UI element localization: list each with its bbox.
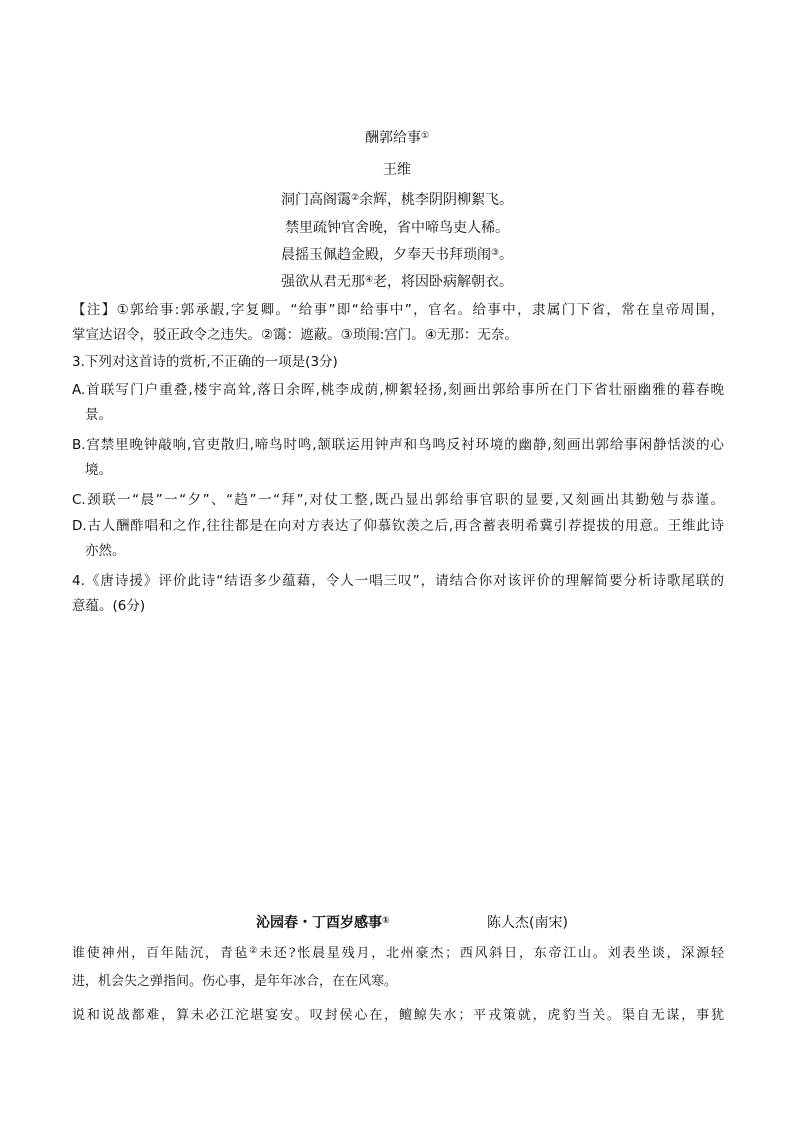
footnote-marker: ② bbox=[249, 946, 260, 956]
footnote-marker: ③ bbox=[490, 248, 500, 258]
poem-line bbox=[0, 218, 794, 238]
option-d bbox=[72, 514, 724, 564]
option-c bbox=[72, 488, 724, 513]
poem-line-text: 余辉，桃李阴阴柳絮飞。 bbox=[359, 192, 514, 208]
ci-title-text: 沁园春・丁酉岁感事 bbox=[256, 915, 382, 931]
poem-line bbox=[0, 245, 794, 265]
note-line: 掌宣达诏令，驳正政令之违失。②霭：遮蔽。③琐闱:宫门。④无那：无奈。 bbox=[72, 327, 518, 343]
ci-author: 陈人杰(南宋) bbox=[487, 915, 568, 931]
ci-line: 进，机会失之弹指间。伤心事，是年年冰合，在在风寒。 bbox=[72, 974, 398, 989]
poem-line bbox=[0, 272, 794, 292]
option-c-line: C.颈联一“晨”一“夕”、“趋”一“拜”,对仗工整,既凸显出郭给事官职的显要,又刻画出其勤勉与恭谨。 bbox=[72, 492, 724, 508]
ci-line-text: 未还?怅晨星残月，北州豪杰；西风斜日，东帝江山。刘表坐谈，深源轻 bbox=[259, 946, 724, 961]
poem-line-text: 。 bbox=[499, 247, 514, 263]
footnote-marker: ① bbox=[382, 916, 390, 926]
ci-line bbox=[72, 940, 724, 968]
option-a bbox=[72, 378, 724, 428]
poem-notes bbox=[72, 298, 724, 348]
ci-paragraph bbox=[72, 940, 724, 996]
question-3 bbox=[72, 350, 724, 375]
option-d-line: 亦然。 bbox=[85, 543, 126, 559]
question-4-line: 意蕴。(6分) bbox=[72, 598, 146, 614]
ci-title bbox=[256, 912, 390, 932]
poem-line bbox=[0, 190, 794, 210]
poem-title bbox=[0, 128, 794, 148]
note-line: 【注】①郭给事:郭承嘏,字复卿。“给事”即“给事中”，官名。给事中，隶属门下省，常在皇帝周围， bbox=[72, 302, 724, 318]
ci-paragraph bbox=[72, 1002, 724, 1030]
poem-line-text: 洞门高阁霭 bbox=[280, 192, 351, 208]
option-b bbox=[72, 433, 724, 483]
footnote-marker: ① bbox=[420, 131, 430, 141]
question-3-text: 3.下列对这首诗的赏析,不正确的一项是(3分) bbox=[72, 354, 338, 370]
footnote-marker: ④ bbox=[364, 275, 374, 285]
option-d-line: D.古人酬酢唱和之作,往往都是在向对方表达了仰慕钦羡之后,再含蓄表明希冀引荐提拔的用意。王维此诗 bbox=[72, 518, 724, 534]
option-b-line: B.宫禁里晚钟敲响,官吏散归,啼鸟时鸣,颔联运用钟声和鸟鸣反衬环境的幽静,刻画出郭给事闲静恬淡的心 bbox=[72, 437, 724, 453]
question-4 bbox=[72, 569, 724, 619]
question-4-line: 4.《唐诗援》评价此诗“结语多少蕴藉，令人一唱三叹”，请结合你对该评价的理解简要分析诗歌尾联的 bbox=[72, 573, 724, 589]
footnote-marker: ② bbox=[350, 193, 360, 203]
ci-line: 说和说战都难，算未必江沱堪宴安。叹封侯心在，鳣鲸失水；平戎策就，虎豹当关。渠自无谋，事犹 bbox=[72, 1008, 724, 1023]
option-b-line: 境。 bbox=[85, 462, 112, 478]
poem-line-text: 晨摇玉佩趋金殿，夕奉天书拜琐闱 bbox=[280, 247, 491, 263]
ci-line-text: 谁使神州，百年陆沉，青毡 bbox=[72, 946, 250, 961]
option-a-line: A.首联写门户重叠,楼宇高耸,落日余晖,桃李成荫,柳絮轻扬,刻画出郭给事所在门下省壮丽幽雅的暮春晚 bbox=[72, 382, 724, 398]
poem-author: 王维 bbox=[383, 162, 411, 178]
option-a-line: 景。 bbox=[85, 407, 112, 423]
poem-line-text: 强欲从君无那 bbox=[280, 274, 365, 290]
poem-title-text: 酬郭给事 bbox=[364, 130, 421, 146]
poem-line-text: 禁里疏钟官舍晚，省中啼鸟吏人稀。 bbox=[285, 220, 509, 236]
poem-line-text: 老，将因卧病解朝衣。 bbox=[373, 274, 514, 290]
